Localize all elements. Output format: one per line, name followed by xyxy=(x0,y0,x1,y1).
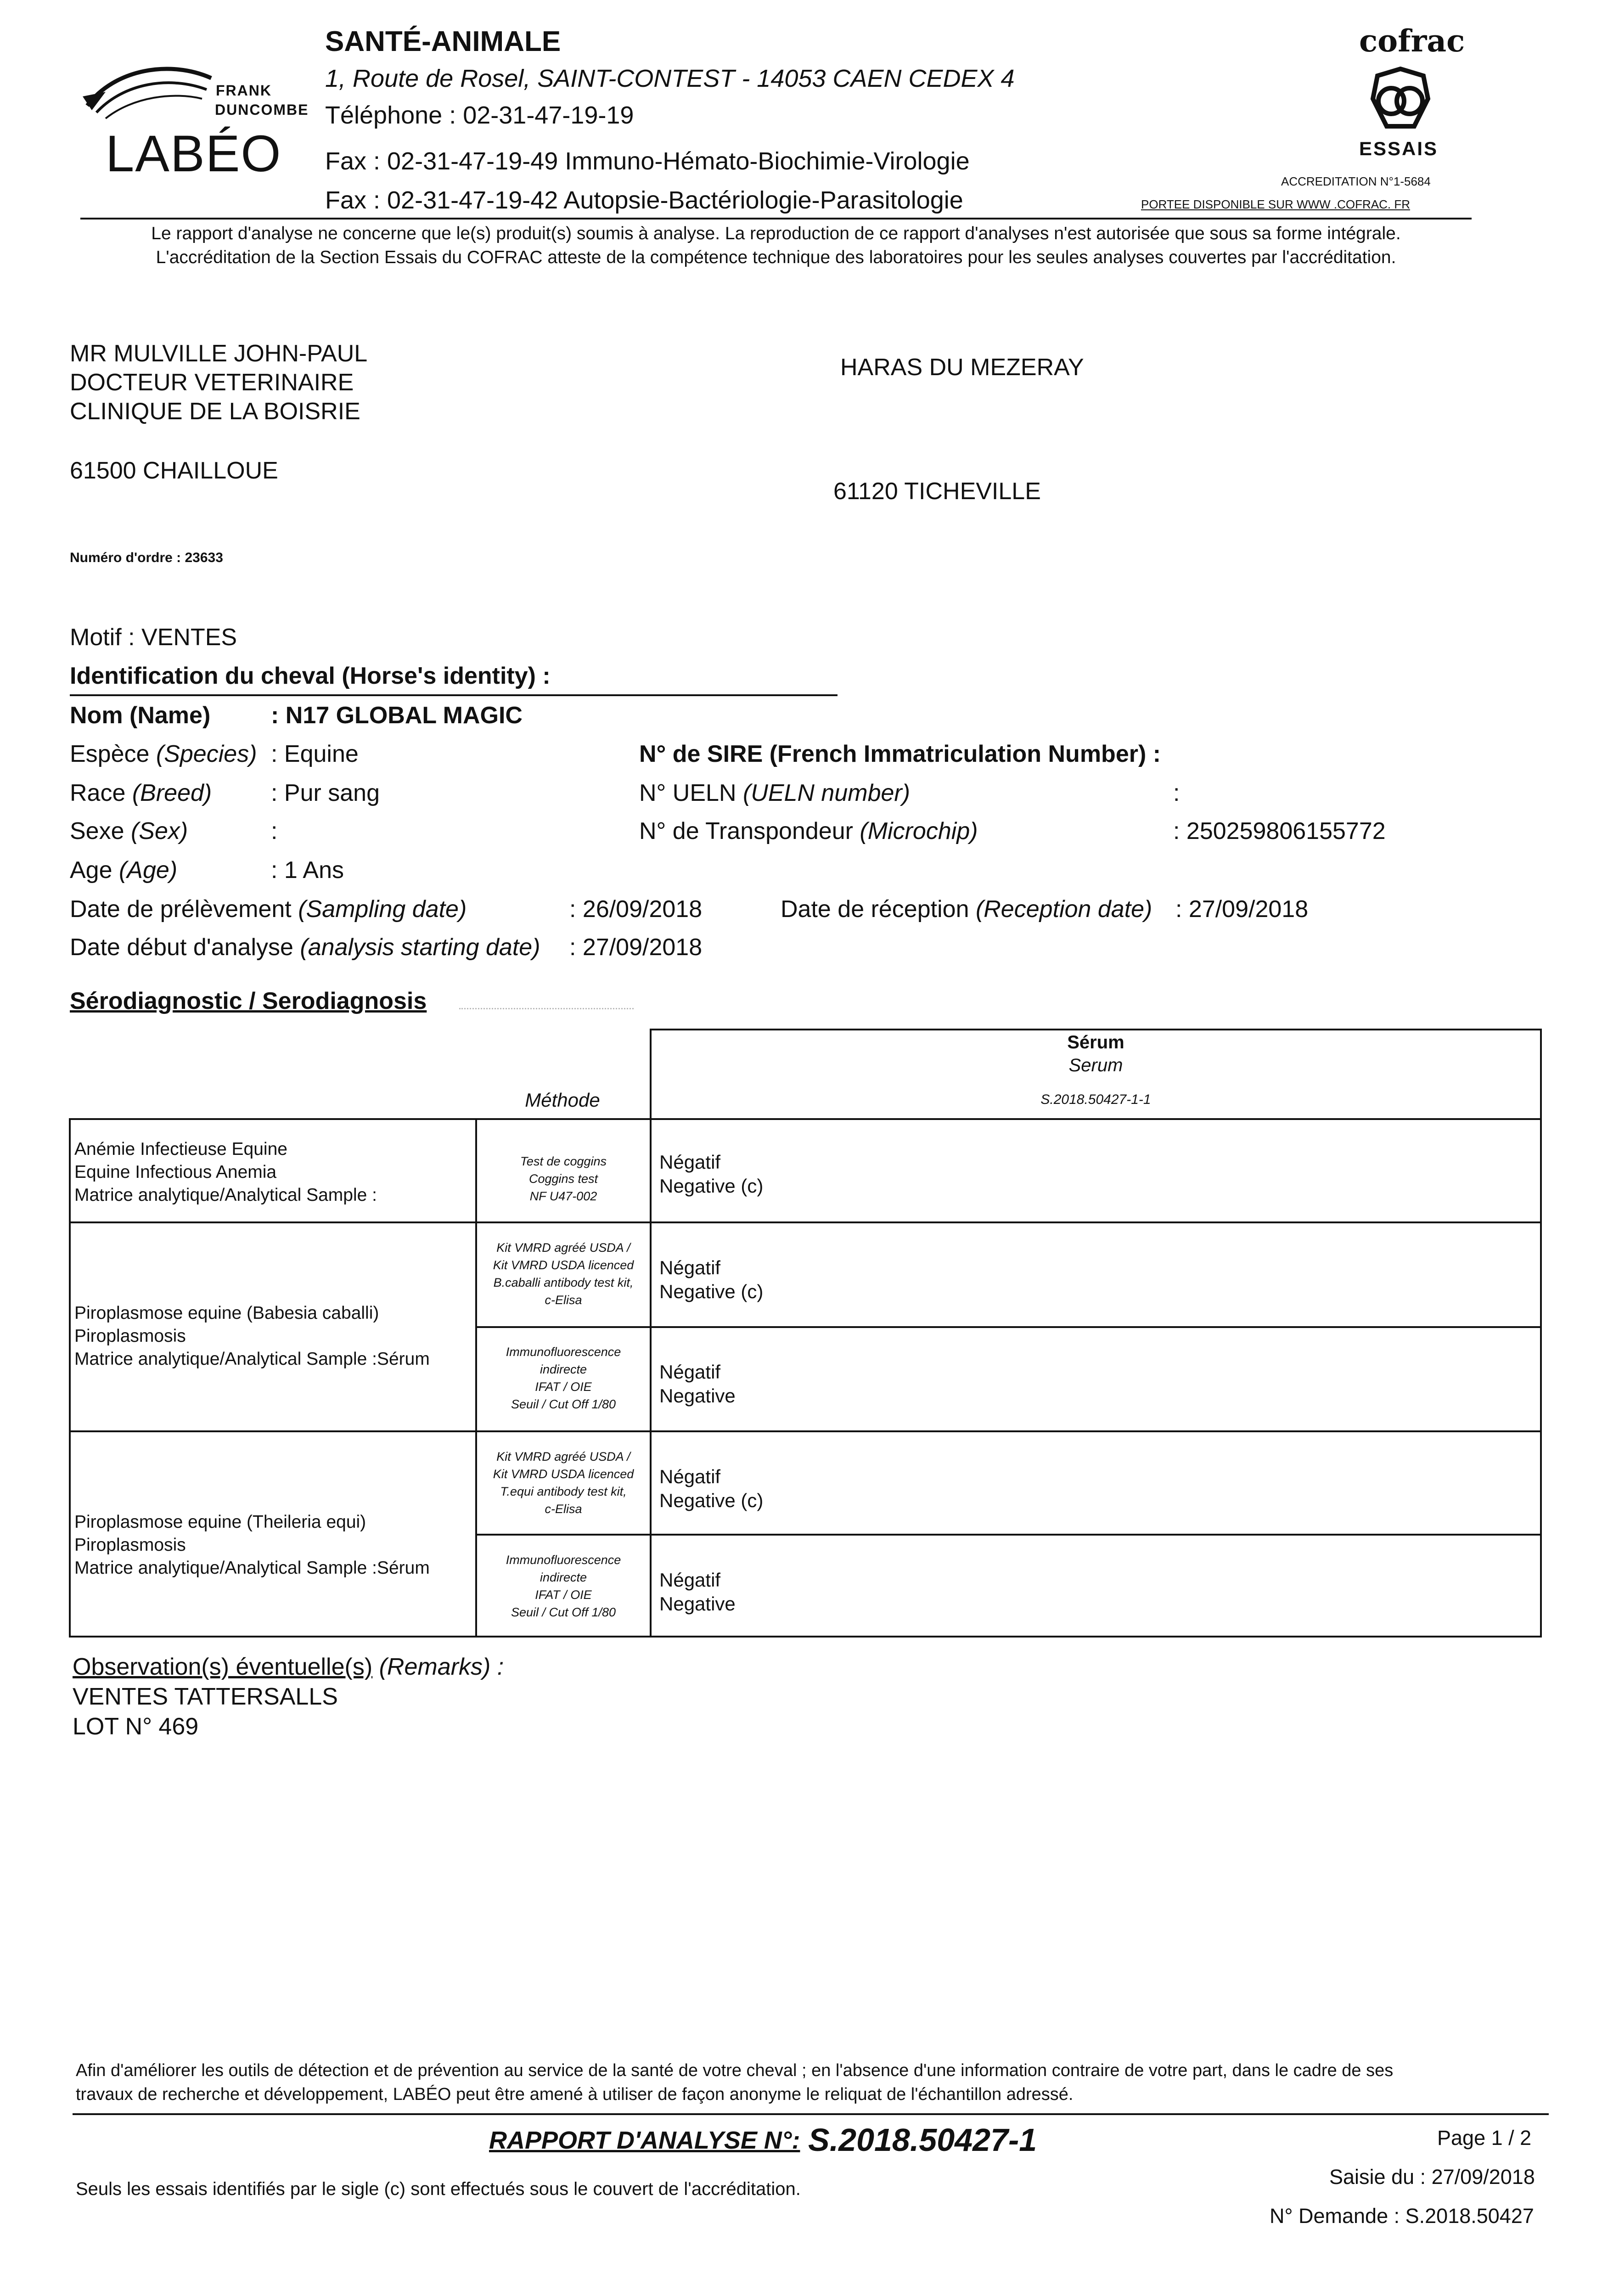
result-en: Negative (c) xyxy=(659,1281,764,1302)
labeo-logo xyxy=(78,51,309,197)
lab-address: 1, Route de Rosel, SAINT-CONTEST - 14053 CAEN CEDEX 4 xyxy=(325,65,1015,92)
cofrac-logo xyxy=(1332,23,1469,179)
analysis-matrix: Matrice analytique/Analytical Sample :Sérum xyxy=(74,1349,430,1369)
result-en: Negative (c) xyxy=(659,1175,764,1197)
reception-date-value: : 27/09/2018 xyxy=(1175,896,1309,923)
cofrac-essais: ESSAIS xyxy=(1359,138,1439,159)
analysis-name-en: Equine Infectious Anemia xyxy=(74,1162,277,1182)
species-value: : Equine xyxy=(271,741,359,767)
analysis-name: Piroplasmose equine (Babesia caballi) xyxy=(74,1303,379,1323)
horse-name-label: Nom (Name) xyxy=(70,702,211,729)
sampling-date-value: : 26/09/2018 xyxy=(569,896,703,923)
logo-duncombe: DUNCOMBE xyxy=(215,101,309,118)
identification-divider xyxy=(70,694,838,696)
age-label: Age (Age) xyxy=(70,857,178,884)
recipient-city: 61500 CHAILLOUE xyxy=(70,457,278,484)
result-en: Negative xyxy=(659,1593,736,1615)
accreditation-note: Seuls les essais identifiés par le sigle (c) sont effectués sous le couvert de l'accréditation. xyxy=(76,2179,801,2199)
ueln-value: : xyxy=(1173,780,1180,806)
disclaimer-line-2: L'accréditation de la Section Essais du COFRAC atteste de la compétence technique des laboratoires pour les seules analyses couvertes par l'accréditation. xyxy=(156,248,1396,267)
logo-wordmark: LABÉO xyxy=(106,125,282,182)
accreditation-number: ACCREDITATION N°1-5684 xyxy=(1281,174,1431,188)
analysis-matrix: Matrice analytique/Analytical Sample : xyxy=(74,1185,377,1205)
sex-value: : xyxy=(271,818,278,844)
result-fr: Négatif xyxy=(659,1361,721,1383)
serum-header-en: Serum xyxy=(1068,1055,1123,1075)
breed-label: Race (Breed) xyxy=(70,780,212,806)
transponder-value: : 250259806155772 xyxy=(1173,818,1386,844)
method-column-header: Méthode xyxy=(525,1089,600,1111)
horse-name-value: : N17 GLOBAL MAGIC xyxy=(271,702,523,729)
sire-label: N° de SIRE (French Immatriculation Number) : xyxy=(639,741,1161,767)
seized-date: Saisie du : 27/09/2018 xyxy=(1329,2165,1535,2189)
cofrac-portee-link[interactable]: PORTEE DISPONIBLE SUR WWW .COFRAC. FR xyxy=(1141,197,1411,211)
lab-fax-1: Fax : 02-31-47-19-49 Immuno-Hémato-Biochimie-Virologie xyxy=(325,147,970,175)
recipient-clinic: CLINIQUE DE LA BOISRIE xyxy=(70,398,360,425)
result-fr: Négatif xyxy=(659,1257,721,1278)
result-en: Negative xyxy=(659,1385,736,1407)
sex-label: Sexe (Sex) xyxy=(70,818,188,844)
analysis-name: Anémie Infectieuse Equine xyxy=(74,1139,287,1159)
lab-phone: Téléphone : 02-31-47-19-19 xyxy=(325,101,634,129)
age-value: : 1 Ans xyxy=(271,857,344,884)
header-divider xyxy=(80,218,1472,219)
method-cell: Immunofluorescence indirecte IFAT / OIE Seuil / Cut Off 1/80 xyxy=(506,1345,621,1411)
request-number: N° Demande : S.2018.50427 xyxy=(1270,2204,1534,2228)
report-number: S.2018.50427-1 xyxy=(808,2122,1037,2158)
result-fr: Négatif xyxy=(659,1466,721,1487)
result-fr: Négatif xyxy=(659,1569,721,1591)
method-cell: Test de coggins Coggins test NF U47-002 xyxy=(520,1154,607,1203)
observation-line-1: VENTES TATTERSALLS xyxy=(73,1683,338,1710)
method-cell: Kit VMRD agréé USDA / Kit VMRD USDA licenced T.equi antibody test kit, c-Elisa xyxy=(493,1450,634,1516)
recipient-name: MR MULVILLE JOHN-PAUL xyxy=(70,340,368,367)
analysis-name: Piroplasmose equine (Theileria equi) xyxy=(74,1512,366,1532)
start-date-value: : 27/09/2018 xyxy=(569,934,703,961)
analysis-name-en: Piroplasmosis xyxy=(74,1326,186,1346)
sampling-date-label: Date de prélèvement (Sampling date) xyxy=(70,896,467,923)
recipient-title: DOCTEUR VETERINAIRE xyxy=(70,369,354,396)
report-number-label: RAPPORT D'ANALYSE N°: xyxy=(489,2127,800,2154)
lab-fax-2: Fax : 02-31-47-19-42 Autopsie-Bactériologie-Parasitologie xyxy=(325,186,963,214)
ueln-label: N° UELN (UELN number) xyxy=(639,780,911,806)
species-label: Espèce (Species) xyxy=(70,741,257,767)
cofrac-emblem-icon xyxy=(1359,67,1442,135)
cofrac-wordmark: cofrac xyxy=(1359,23,1465,59)
start-date-label: Date début d'analyse (analysis starting date) xyxy=(70,934,540,961)
motif: Motif : VENTES xyxy=(70,624,237,651)
method-cell: Kit VMRD agréé USDA / Kit VMRD USDA licenced B.caballi antibody test kit, c-Elisa xyxy=(493,1241,634,1307)
serum-header-fr: Sérum xyxy=(1067,1032,1124,1052)
footer-note-line-2: travaux de recherche et développement, LABÉO peut être amené à utiliser de façon anonyme le reliquat de l'échantillon adressé. xyxy=(76,2085,1074,2104)
sample-id: S.2018.50427-1-1 xyxy=(1040,1092,1151,1107)
owner-city: 61120 TICHEVILLE xyxy=(833,478,1041,505)
swoosh-icon xyxy=(78,51,216,124)
lab-name: SANTÉ-ANIMALE xyxy=(325,26,561,57)
footer-note-line-1: Afin d'améliorer les outils de détection et de prévention au service de la santé de votre cheval ; en l'absence d'une information contraire de votre part, dans le cadre de ses xyxy=(76,2061,1394,2080)
scan-noise xyxy=(459,1008,634,1009)
result-fr: Négatif xyxy=(659,1151,721,1173)
breed-value: : Pur sang xyxy=(271,780,380,806)
footer-divider xyxy=(73,2113,1549,2115)
analysis-matrix: Matrice analytique/Analytical Sample :Sérum xyxy=(74,1558,430,1578)
owner-name: HARAS DU MEZERAY xyxy=(840,354,1084,381)
reception-date-label: Date de réception (Reception date) xyxy=(781,896,1152,923)
page-indicator: Page 1 / 2 xyxy=(1437,2126,1532,2150)
observations-title: Observation(s) éventuelle(s) (Remarks) : xyxy=(73,1654,504,1680)
logo-frank: FRANK xyxy=(216,82,272,99)
sero-title: Sérodiagnostic / Serodiagnosis xyxy=(70,988,427,1014)
identification-title: Identification du cheval (Horse's identity) : xyxy=(70,663,551,689)
order-number: Numéro d'ordre : 23633 xyxy=(70,550,223,565)
disclaimer-line-1: Le rapport d'analyse ne concerne que le(s) produit(s) soumis à analyse. La reproduction de ce rapport d'analyses n'est autorisée que sous sa forme intégrale. xyxy=(151,224,1401,243)
method-cell: Immunofluorescence indirecte IFAT / OIE Seuil / Cut Off 1/80 xyxy=(506,1553,621,1619)
transponder-label: N° de Transpondeur (Microchip) xyxy=(639,818,978,844)
analysis-name-en: Piroplasmosis xyxy=(74,1535,186,1555)
observation-line-2: LOT N° 469 xyxy=(73,1713,199,1740)
result-en: Negative (c) xyxy=(659,1490,764,1511)
